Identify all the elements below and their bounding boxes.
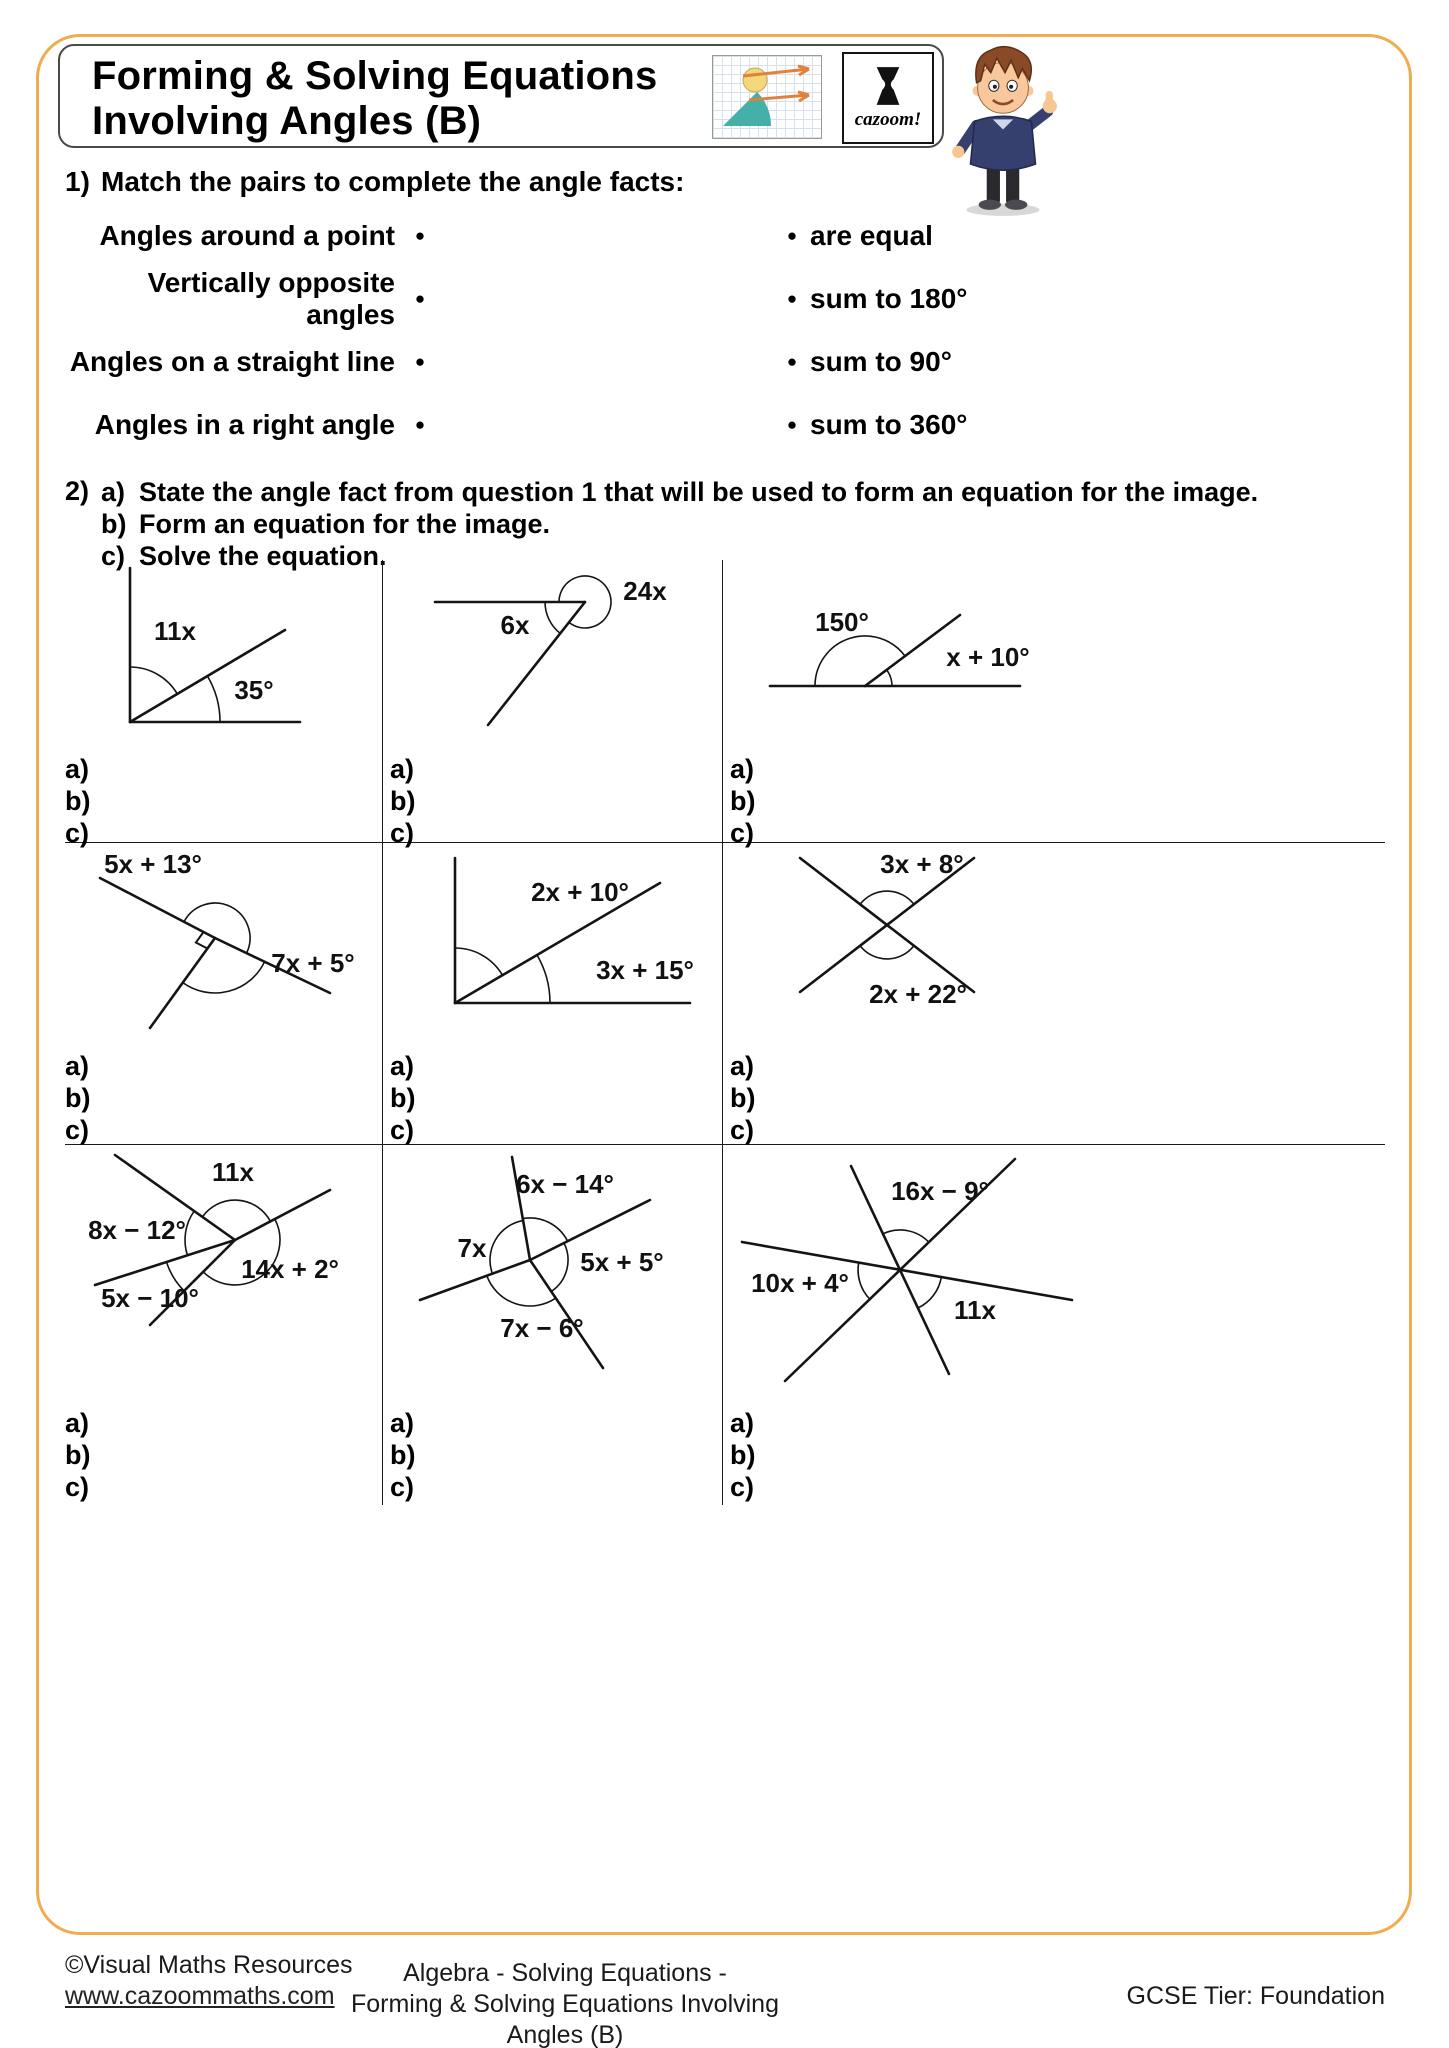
answer-line-c: c) — [65, 818, 90, 848]
answer-line-a: a) — [730, 1408, 755, 1438]
answer-line-b: b) — [390, 1440, 416, 1470]
ray — [150, 938, 215, 1028]
angle-label: 2x + 22° — [869, 979, 967, 1009]
match-right-label: are equal — [810, 219, 933, 251]
q2-letter-c: c) — [101, 541, 126, 571]
angle-label: 16x − 9° — [891, 1176, 989, 1206]
match-right-label: sum to 90° — [810, 345, 952, 377]
diagram-right-angle-1 — [65, 560, 381, 746]
angle-label: 24x — [623, 576, 667, 606]
mascot-fist — [1043, 99, 1057, 113]
match-dot-left: ● — [414, 414, 426, 434]
ray — [420, 1260, 530, 1300]
angle-arc — [545, 602, 560, 633]
diagram-around-point-3 — [390, 1145, 720, 1400]
answer-line-c: c) — [730, 818, 755, 848]
diagram-around-point-1 — [390, 560, 720, 746]
teal-angle-wedge — [723, 92, 771, 126]
angle-arc — [455, 948, 503, 975]
angle-label: x + 10° — [946, 642, 1030, 672]
question-2 — [65, 476, 1258, 572]
angle-label: 11x — [212, 1157, 254, 1187]
answer-lines — [65, 1407, 382, 1503]
angle-arc — [858, 1263, 870, 1300]
angle-arc — [887, 670, 892, 686]
mascot-shadow — [966, 204, 1039, 216]
angles-illustration-art — [713, 56, 821, 138]
mascot-pupil — [993, 85, 997, 89]
cazoom-logo — [842, 52, 934, 144]
answer-line-c: c) — [730, 1115, 755, 1145]
angle-arc — [860, 946, 914, 959]
problem-cell-5 — [383, 843, 723, 1145]
angle-label: 7x — [457, 1233, 487, 1263]
q2-number: 2) — [65, 476, 90, 506]
angle-label: 7x + 5° — [271, 948, 355, 978]
answer-lines — [730, 1407, 1385, 1503]
page-title-line1: Forming & Solving Equations — [92, 54, 658, 98]
mascot-shoe — [1005, 200, 1027, 210]
q1-number: 1) — [65, 166, 90, 197]
yellow-circle — [743, 68, 767, 92]
match-left-label: Angles in a right angle — [94, 408, 395, 440]
angle-arc — [130, 667, 177, 694]
answer-line-b: b) — [730, 1440, 756, 1470]
angles-illustration — [712, 55, 822, 139]
question-1 — [65, 166, 684, 198]
footer-left — [65, 1950, 353, 2012]
mascot-shoe — [979, 200, 1001, 210]
cazoom-logo-glyph — [871, 65, 905, 107]
q1-prompt: Match the pairs to complete the angle facts: — [101, 166, 685, 197]
angle-arc — [490, 1221, 523, 1274]
answer-line-b: b) — [65, 786, 91, 816]
match-right-label: sum to 360° — [810, 408, 968, 440]
matching-exercise — [65, 204, 1005, 456]
problem-cell-6 — [723, 843, 1385, 1145]
diagram-crossing-lines-1 — [730, 1145, 1170, 1400]
problem-cell-3 — [723, 560, 1385, 848]
angle-arc — [487, 1276, 556, 1306]
angle-label: 3x + 15° — [596, 955, 694, 985]
angle-label: 10x + 4° — [751, 1268, 849, 1298]
match-dot-right: ● — [786, 288, 798, 308]
angle-arc — [918, 1277, 941, 1308]
angle-label: 3x + 8° — [880, 849, 964, 879]
angle-label: 6x − 14° — [516, 1169, 614, 1199]
answer-line-b: b) — [65, 1083, 91, 1113]
header — [58, 44, 944, 148]
match-dot-left: ● — [414, 225, 426, 245]
answer-lines — [730, 1050, 1385, 1146]
copyright-text: ©Visual Maths Resources — [65, 1951, 353, 1979]
match-dot-right: ● — [786, 351, 798, 371]
match-dot-left: ● — [414, 288, 426, 308]
angle-label: 11x — [154, 616, 196, 646]
answer-line-b: b) — [730, 1083, 756, 1113]
answer-line-a: a) — [390, 1051, 415, 1081]
angle-label: 2x + 10° — [531, 877, 629, 907]
match-row — [65, 330, 1005, 393]
problems-grid — [65, 560, 1385, 1505]
answer-lines — [730, 753, 1385, 849]
q2-part-b — [101, 508, 1258, 540]
angle-label: 11x — [954, 1295, 996, 1325]
ray — [235, 1190, 330, 1240]
angle-label: 8x − 12° — [88, 1215, 186, 1245]
problem-cell-8 — [383, 1145, 723, 1505]
angle-label: 7x − 6° — [500, 1313, 584, 1343]
diagram-right-angle-2 — [65, 843, 381, 1043]
answer-line-b: b) — [390, 786, 416, 816]
answer-line-c: c) — [65, 1472, 90, 1502]
match-dot-right: ● — [786, 225, 798, 245]
diagram-right-angle-3 — [390, 843, 720, 1043]
website-link[interactable]: www.cazoommaths.com — [65, 1982, 335, 2010]
page-title-line2: Involving Angles (B) — [92, 99, 482, 143]
answer-line-c: c) — [390, 1472, 415, 1502]
angle-label: 5x + 13° — [104, 849, 202, 879]
q2-text-b: Form an equation for the image. — [139, 509, 551, 539]
angle-arc — [185, 1211, 194, 1255]
match-dot-left: ● — [414, 351, 426, 371]
diagram-straight-line-1 — [730, 560, 1170, 746]
answer-line-a: a) — [390, 754, 415, 784]
angle-label: 6x — [500, 610, 530, 640]
mascot-pupil — [1009, 85, 1013, 89]
answer-lines — [65, 753, 382, 849]
footer — [0, 1948, 1449, 2048]
problem-cell-4 — [65, 843, 383, 1145]
angle-arc — [202, 1200, 270, 1221]
q2-part-a — [101, 476, 1258, 508]
angle-label: 14x + 2° — [241, 1254, 339, 1284]
answer-line-b: b) — [65, 1440, 91, 1470]
angle-arc — [551, 1243, 568, 1292]
angle-label: 35° — [234, 675, 274, 705]
answer-line-a: a) — [390, 1408, 415, 1438]
mascot-illustration — [942, 40, 1064, 218]
answer-line-c: c) — [390, 818, 415, 848]
mascot-hand — [952, 146, 964, 158]
match-row — [65, 393, 1005, 456]
answer-line-c: c) — [65, 1115, 90, 1145]
angle-arc — [860, 891, 914, 904]
problem-cell-1 — [65, 560, 383, 848]
q2-letter-a: a) — [101, 477, 126, 507]
match-row — [65, 267, 1005, 330]
answer-lines — [390, 753, 722, 849]
angle-label: 5x + 5° — [580, 1247, 664, 1277]
angle-label: 150° — [815, 607, 869, 637]
q2-text-c: Solve the equation. — [139, 541, 387, 571]
match-left-label: Angles around a point — [99, 219, 395, 251]
page-title — [92, 54, 657, 144]
angle-arc — [537, 955, 550, 1003]
angle-arc — [523, 1218, 568, 1241]
answer-line-a: a) — [730, 754, 755, 784]
angle-arc — [207, 676, 220, 722]
answer-line-a: a) — [65, 754, 90, 784]
match-left-label: Angles on a straight line — [69, 345, 395, 377]
problem-cell-9 — [723, 1145, 1385, 1505]
answer-line-c: c) — [730, 1472, 755, 1502]
diagram-around-point-2 — [65, 1145, 381, 1400]
diagram-vertically-opposite-1 — [730, 843, 1170, 1043]
cazoom-logo-text: cazoom! — [854, 109, 922, 130]
problem-cell-7 — [65, 1145, 383, 1505]
match-left-label: Vertically opposite angles — [147, 266, 395, 330]
match-row — [65, 204, 1005, 267]
footer-tier: GCSE Tier: Foundation — [1126, 1982, 1385, 2010]
angle-arc — [883, 1230, 929, 1242]
footer-center — [330, 1958, 800, 2048]
problem-cell-2 — [383, 560, 723, 848]
answer-lines — [390, 1050, 722, 1146]
answer-line-c: c) — [390, 1115, 415, 1145]
answer-lines — [390, 1407, 722, 1503]
footer-topic-line2: Forming & Solving Equations Involving Angles (B) — [350, 1990, 779, 2048]
q2-text-a: State the angle fact from question 1 that will be used to form an equation for the image. — [139, 477, 1259, 507]
answer-line-a: a) — [730, 1051, 755, 1081]
answer-line-a: a) — [65, 1408, 90, 1438]
q2-letter-b: b) — [101, 509, 127, 539]
answer-line-b: b) — [730, 786, 756, 816]
match-dot-right: ● — [786, 414, 798, 434]
answer-lines — [65, 1050, 382, 1146]
angle-label: 5x − 10° — [101, 1283, 199, 1313]
footer-topic-line1: Algebra - Solving Equations - — [403, 1959, 727, 1987]
match-right-label: sum to 180° — [810, 282, 968, 314]
answer-line-b: b) — [390, 1083, 416, 1113]
answer-line-a: a) — [65, 1051, 90, 1081]
